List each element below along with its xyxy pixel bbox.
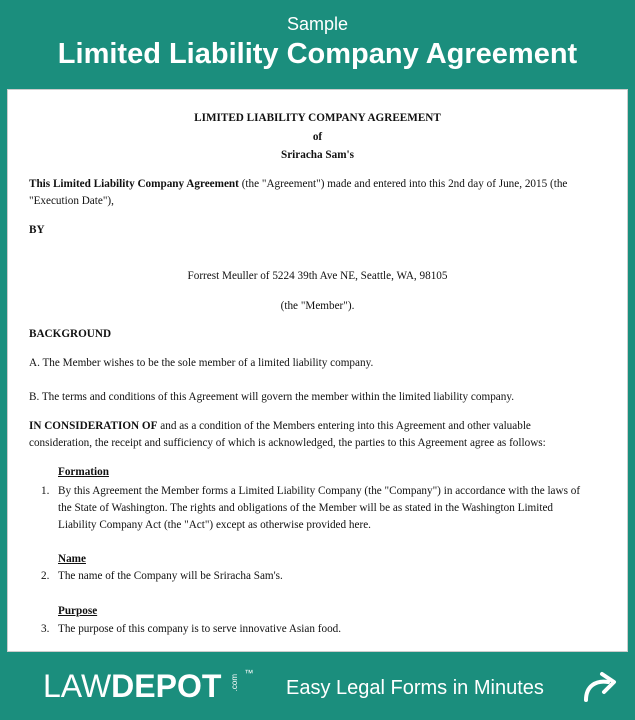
doc-heading-of: of <box>312 131 323 143</box>
logo-depot: DEPOT <box>111 668 222 704</box>
curved-arrow-icon[interactable] <box>580 670 620 706</box>
intro-line-1 <box>29 178 567 190</box>
document-page <box>7 89 628 652</box>
background-b: B. The terms and conditions of this Agreement will govern the member within the limited liability company. <box>29 391 515 403</box>
section-line: the State of Washington. The rights and obligations of the Member will be as stated in the Washington Limited <box>58 502 554 514</box>
background-heading: BACKGROUND <box>29 328 112 340</box>
section-number: 2. <box>41 570 50 582</box>
intro-bold: This Limited Liability Company Agreement <box>29 178 239 190</box>
footer-tagline: Easy Legal Forms in Minutes <box>286 677 544 699</box>
logo-com: .com <box>230 674 240 692</box>
logo-tm: ™ <box>244 668 254 678</box>
logo-law: LAW <box>43 668 112 704</box>
section-heading-formation: Formation <box>58 466 109 478</box>
sample-banner <box>0 0 635 86</box>
banner-title: Limited Liability Company Agreement <box>57 38 578 70</box>
section-number: 3. <box>41 623 50 635</box>
intro-rest: (the "Agreement") made and entered into this 2nd day of June, 2015 (the <box>238 178 568 190</box>
consideration-bold: IN CONSIDERATION OF <box>29 420 158 432</box>
member-label: (the "Member"). <box>280 300 355 312</box>
consideration-rest: and as a condition of the Members entering into this Agreement and other valuable <box>157 420 531 432</box>
by-label: BY <box>29 224 45 236</box>
footer-bar <box>0 655 635 720</box>
section-line: Liability Company Act (the "Act") except as otherwise provided here. <box>58 519 371 531</box>
section-heading-name: Name <box>58 553 86 565</box>
member-address: Forrest Meuller of 5224 39th Ave NE, Seattle, WA, 98105 <box>187 270 448 282</box>
section-line: By this Agreement the Member forms a Limited Liability Company (the "Company") in accordance with the laws of <box>58 485 581 497</box>
consideration-line-2: consideration, the receipt and sufficiency of which is acknowledged, the parties to this Agreement agree as follows: <box>29 437 546 449</box>
doc-heading-title: LIMITED LIABILITY COMPANY AGREEMENT <box>194 112 441 124</box>
section-number: 1. <box>41 485 50 497</box>
section-line: The name of the Company will be Sriracha Sam's. <box>58 570 283 582</box>
section-line: The purpose of this company is to serve innovative Asian food. <box>58 623 342 635</box>
doc-heading-company: Sriracha Sam's <box>280 149 355 161</box>
section-heading-purpose: Purpose <box>58 605 98 617</box>
intro-line-2: "Execution Date"), <box>29 195 114 207</box>
consideration-line-1 <box>29 420 531 432</box>
banner-subtitle: Sample <box>286 14 349 34</box>
lawdepot-logo[interactable] <box>43 668 254 705</box>
background-a: A. The Member wishes to be the sole member of a limited liability company. <box>29 357 374 369</box>
